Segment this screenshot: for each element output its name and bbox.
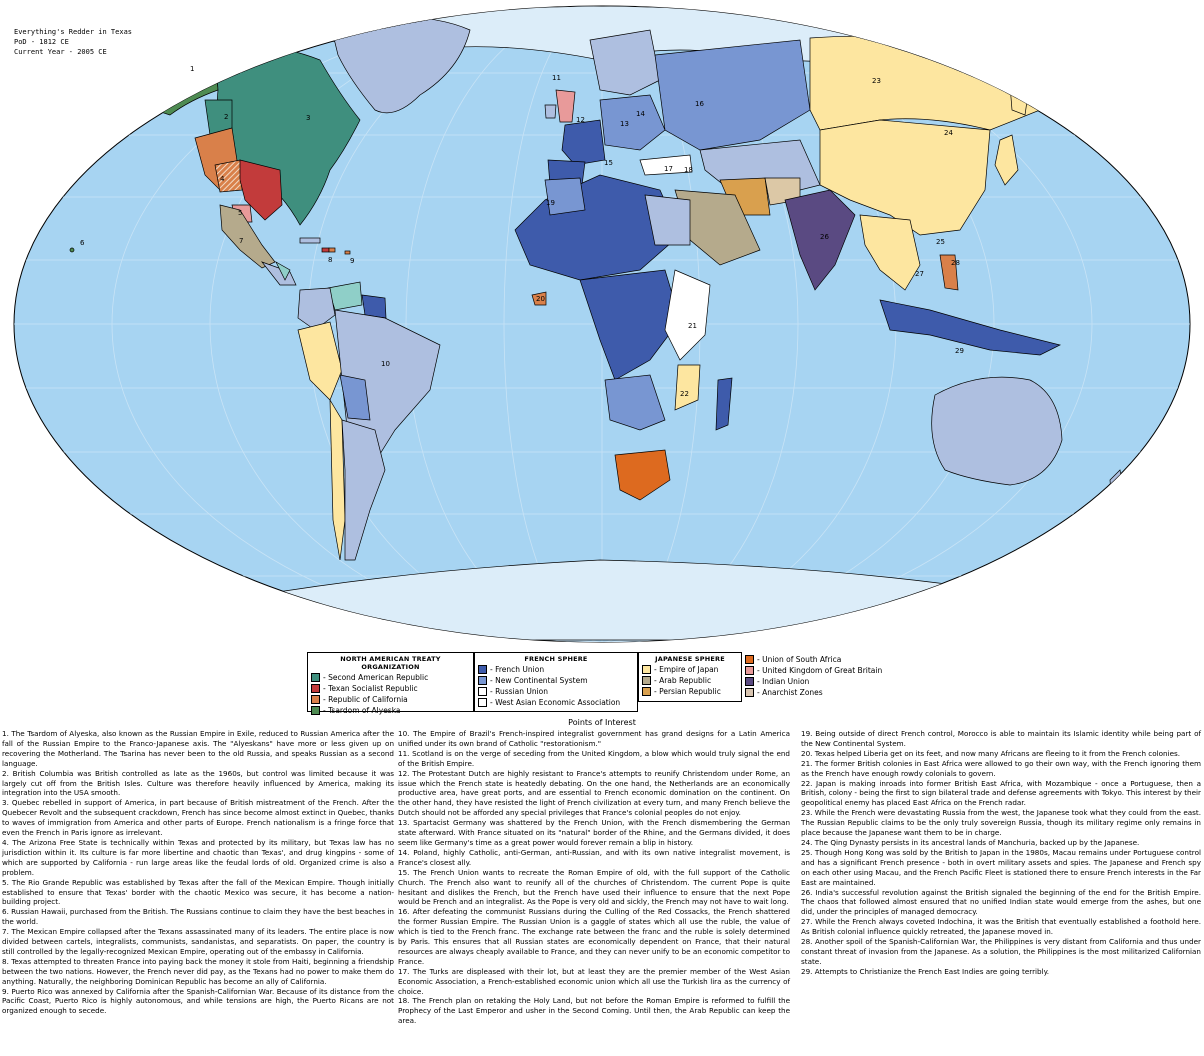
title-line-2: PoD - 1812 CE <box>14 38 69 46</box>
note-4: 4. The Arizona Free State is technically within Texas and protected by its military, but Texas law has no jurisdiction within it. Its culture is far more libertine and chaotic than Texas', and drug kingpins - some of which are supported by California - run large areas like the feudal lords of old. Organized crime is also a problem. <box>2 837 394 877</box>
legend-swatch <box>478 698 487 707</box>
map-label-7: 7 <box>239 237 244 245</box>
legend-other <box>742 654 882 698</box>
legend-swatch <box>642 676 651 685</box>
legend-swatch <box>745 655 754 664</box>
note-24: 24. The Qing Dynasty persists in its ancestral lands of Manchuria, backed up by the Japanese. <box>801 837 1140 847</box>
note-25: 25. Though Hong Kong was sold by the British to Japan in the 1980s, Macau remains under Portuguese control and has a significant French presence - both in overt military assets and spies. The Japanese and French spy on each other using Macau, and the French Pacific Fleet is stationed there to ensure French interests in the Far East are maintained. <box>801 847 1201 887</box>
legend-item <box>639 675 741 686</box>
region-morocco <box>545 178 585 215</box>
island-haiti <box>322 248 329 252</box>
legend-label: - Tsardom of Alyeska <box>323 706 401 715</box>
note-14: 14. Poland, highly Catholic, anti-German, anti-Russian, and with its own native integralist movement, is France's closest ally. <box>398 847 790 867</box>
legend-item <box>742 665 882 676</box>
note-10: 10. The Empire of Brazil's French-inspired integralist government has grand designs for a Latin America unified under its own brand of Catholic "restorationism." <box>398 729 790 748</box>
note-20: 20. Texas helped Liberia get on its feet, and now many Africans are fleeing to it from the French colonies. <box>801 748 1181 758</box>
note-26: 26. India's successful revolution against the British signaled the beginning of the end for the British Empire. The chaos that followed almost ensured that no unified Indian state would emerge from the ashes, but one did, under the principles of managed democracy. <box>801 887 1201 917</box>
legend-item <box>475 664 637 675</box>
map-label-8: 8 <box>328 256 333 264</box>
legend-label: - Arab Republic <box>654 676 712 685</box>
map-label-27: 27 <box>915 270 924 278</box>
note-19: 19. Being outside of direct French control, Morocco is able to maintain its Islamic identity while being part of the New Continental System. <box>801 729 1201 748</box>
map-label-12: 12 <box>576 116 585 124</box>
legend-label: - French Union <box>490 665 545 674</box>
map-label-28: 28 <box>951 259 960 267</box>
legend-item <box>475 697 637 708</box>
note-2: 2. British Columbia was British controlled as late as the 1960s, but control was limited because it was largely cut off from the British Isles. Culture was therefore heavily influenced by America, making its integration into the USA smooth. <box>2 768 394 798</box>
notes-column-1 <box>2 729 394 1016</box>
map-label-17: 17 <box>664 165 673 173</box>
legend-item <box>639 664 741 675</box>
title-line-3: Current Year - 2005 CE <box>14 48 107 56</box>
legend-swatch <box>311 673 320 682</box>
legend-swatch <box>745 688 754 697</box>
legend-item <box>742 687 882 698</box>
island-hawaii <box>70 248 74 252</box>
legend-swatch <box>478 687 487 696</box>
region-russian-republic <box>810 36 1050 130</box>
map-label-26: 26 <box>820 233 829 241</box>
points-of-interest-title: Points of Interest <box>568 718 636 727</box>
map-label-5: 5 <box>238 209 243 217</box>
map-label-11: 11 <box>552 74 561 82</box>
legend-label: - Union of South Africa <box>757 655 842 664</box>
map-label-1: 1 <box>190 65 195 73</box>
map-label-20: 20 <box>536 295 545 303</box>
note-3: 3. Quebec rebelled in support of America, in part because of British mistreatment of the French. After the Quebecer Revolt and the subsequent crackdown, French has since become almost extinct in Quebec, thanks to waves of immigration from America and other parts of Europe. French nationalism is a fringe force that even the French in Paris ignore as irrelevant. <box>2 798 394 838</box>
map-label-16: 16 <box>695 100 704 108</box>
note-23: 23. While the French were devastating Russia from the west, the Japanese took what they could from the east. The Russian Republic claims to be the only truly sovereign Russia, though its military regime only remains in place because the Japanese want them to be in charge. <box>801 808 1201 838</box>
note-15: 15. The French Union wants to recreate the Roman Empire of old, with the full support of the Catholic Church. The French also want to reunify all of the churches of Christendom. The current Pope is quite hesitant and dislikes the French, but the French have used their influence to ensure that the next Pope would be French and an integralist. As the Pope is very old and sickly, the French may not have to wait long. <box>398 867 790 907</box>
legend-swatch <box>478 665 487 674</box>
map-label-4: 4 <box>220 175 225 183</box>
legend-label: - Anarchist Zones <box>757 688 823 697</box>
legend-label: - Second American Republic <box>323 673 429 682</box>
legend-item <box>742 676 882 687</box>
map-title <box>14 27 132 57</box>
legend-swatch <box>745 677 754 686</box>
note-6: 6. Russian Hawaii, purchased from the British. The Russians continue to claim they have the best beaches in the world. <box>2 907 394 927</box>
legend-nato-header: NORTH AMERICAN TREATY ORGANIZATION <box>340 655 441 671</box>
map-label-22: 22 <box>680 390 689 398</box>
legend-label: - Indian Union <box>757 677 810 686</box>
map-label-21: 21 <box>688 322 697 330</box>
note-21: 21. The former British colonies in East Africa were allowed to go their own way, with the French ignoring them as the French have enough rowdy colonials to govern. <box>801 758 1201 778</box>
legend-label: - Persian Republic <box>654 687 721 696</box>
legend-french-header: FRENCH SPHERE <box>524 655 588 663</box>
legend-label: - Empire of Japan <box>654 665 719 674</box>
legend-swatch <box>311 706 320 715</box>
note-13: 13. Spartacist Germany was shattered by the French Union, with the French dismembering the German state afterward. With France situated on its "natural" border of the Rhine, and the Germans divided, it does seem like Germany's time as a great power would forever remain a blip in history. <box>398 818 790 847</box>
legend-label: - Republic of California <box>323 695 408 704</box>
legend-label: - Texan Socialist Republic <box>323 684 418 693</box>
notes-column-3 <box>801 729 1201 977</box>
legend-item <box>639 686 741 697</box>
map-label-6: 6 <box>80 239 85 247</box>
region-australia <box>932 377 1062 485</box>
map-label-23: 23 <box>872 77 881 85</box>
legend-japanese-header: JAPANESE SPHERE <box>655 655 725 663</box>
legend-item <box>475 686 637 697</box>
island-pr <box>345 251 350 254</box>
map-label-3: 3 <box>306 114 311 122</box>
note-8: 8. Texas attempted to threaten France into paying back the money it stole from Haiti, beginning a friendship between the two nations. However, the French never did pay, as the Texans had no power to make them do anything. Naturally, the neighboring Dominican Republic has become an ally of California. <box>2 956 394 986</box>
legend-swatch <box>745 666 754 675</box>
island-dr <box>329 248 335 252</box>
note-27: 27. While the French always coveted Indochina, it was the British that eventually established a foothold here. As British colonial influence quickly retreated, the Japanese moved in. <box>801 917 1201 937</box>
legend-swatch <box>642 665 651 674</box>
map-label-19: 19 <box>546 199 555 207</box>
note-17: 17. The Turks are displeased with their lot, but at least they are the premier member of the West Asian Economic Association, a French-established economic union which all use the Turkish lira as the currency of choice. <box>398 966 790 996</box>
legend-swatch <box>642 687 651 696</box>
legend-swatch <box>311 695 320 704</box>
note-1: 1. The Tsardom of Alyeska, also known as the Russian Empire in Exile, reduced to Russian America after the fall of the Russian Empire to the Franco-Japanese axis. The "Alyeskans" have more or less given up on recovering the Motherland. The Tsarina has never been to the old Russia, and speaks Russian as a second language. <box>2 729 394 768</box>
map-label-25: 25 <box>936 238 945 246</box>
legend-label: - United Kingdom of Great Britain <box>757 666 883 675</box>
legend-swatch <box>478 676 487 685</box>
note-16: 16. After defeating the communist Russians during the Culling of the Red Cossacks, the French shattered the former Russian Empire. The Russian Union is a gaggle of states which all use the ruble, the value of which is tied to the French franc. The exchange rate between the franc and the ruble is solely determined by Paris. This ensures that all Russian states are economically dependent on France, that their natural resources are always cheaply available to France, and they can never unify to be an economic competitor to France. <box>398 907 790 966</box>
legend-item <box>475 675 637 686</box>
note-12: 12. The Protestant Dutch are highly resistant to France's attempts to reunify Christendom under Rome, an issue which the French state is heatedly debating. On the one hand, the Netherlands are an economically productive area, have great ports, and are essential to French economic domination on the continent. On the other hand, they have resisted the light of French civilization at every turn, and many French believe the Dutch should not be afforded any special privileges that France's colonial peoples do not enjoy. <box>398 768 790 818</box>
legend-label: - New Continental System <box>490 676 588 685</box>
note-11: 11. Scotland is on the verge of seceding from the United Kingdom, a blow which would truly signal the end of the British Empire. <box>398 748 790 768</box>
note-28: 28. Another spoil of the Spanish-Californian War, the Philippines is very distant from California and thus under constant threat of invasion from the Japanese. As a solution, the Philippines is the most militarized Californian state. <box>801 937 1201 966</box>
legend-label: - Russian Union <box>490 687 549 696</box>
map-label-14: 14 <box>636 110 645 118</box>
map-label-9: 9 <box>350 257 355 265</box>
legend-swatch <box>311 684 320 693</box>
notes-column-2 <box>398 729 790 1026</box>
legend-item <box>308 683 473 694</box>
legend-item <box>308 672 473 683</box>
note-18: 18. The French plan on retaking the Holy Land, but not before the Roman Empire is reformed to fulfill the Prophecy of the Last Emperor and usher in the Second Coming. Until then, the Arab Republic can keep the area. <box>398 996 790 1026</box>
map-label-13: 13 <box>620 120 629 128</box>
legend-french <box>474 652 638 712</box>
region-scandinavia <box>590 30 660 95</box>
legend-item <box>742 654 882 665</box>
legend-item <box>308 705 473 716</box>
legend-nato <box>307 652 474 715</box>
region-ireland <box>545 105 556 118</box>
legend-label: - West Asian Economic Association <box>490 698 621 707</box>
island-cuba <box>300 238 320 243</box>
note-22: 22. Japan is making inroads into former British East Africa, with Mozambique - once a Portuguese, then a British, colony - being the first to sign bilateral trade and defense agreements with Tokyo. This interest by their geopolitical enemy has placed East Africa on the French radar. <box>801 778 1201 808</box>
map-label-24: 24 <box>944 129 953 137</box>
legend-japanese <box>638 652 742 702</box>
note-7: 7. The Mexican Empire collapsed after the Texans assassinated many of its leaders. The entire place is now divided between cartels, integralists, communists, sandanistas, and separatists. On paper, the country is still controlled by the legally-recognized Mexican Empire, operating out of the embassy in California. <box>2 927 394 956</box>
map-label-15: 15 <box>604 159 613 167</box>
note-29: 29. Attempts to Christianize the French East Indies are going terribly. <box>801 966 1050 976</box>
legend-item <box>308 694 473 705</box>
note-5: 5. The Rio Grande Republic was established by Texas after the fall of the Mexican Empire. Though initially established to ensure that Texas' border with the chaotic Mexico was secure, it has become a nation-building project. <box>2 877 394 907</box>
title-line-1: Everything's Redder in Texas <box>14 28 133 36</box>
note-9: 9. Puerto Rico was annexed by California after the Spanish-Californian War. Because of its distance from the Pacific Coast, Puerto Rico is highly autonomous, and while tensions are high, the Puerto Ricans are not organized enough to secede. <box>2 986 394 1016</box>
map-label-18: 18 <box>684 166 693 174</box>
map-label-29: 29 <box>955 347 964 355</box>
map-label-2: 2 <box>224 113 229 121</box>
map-label-10: 10 <box>381 360 390 368</box>
